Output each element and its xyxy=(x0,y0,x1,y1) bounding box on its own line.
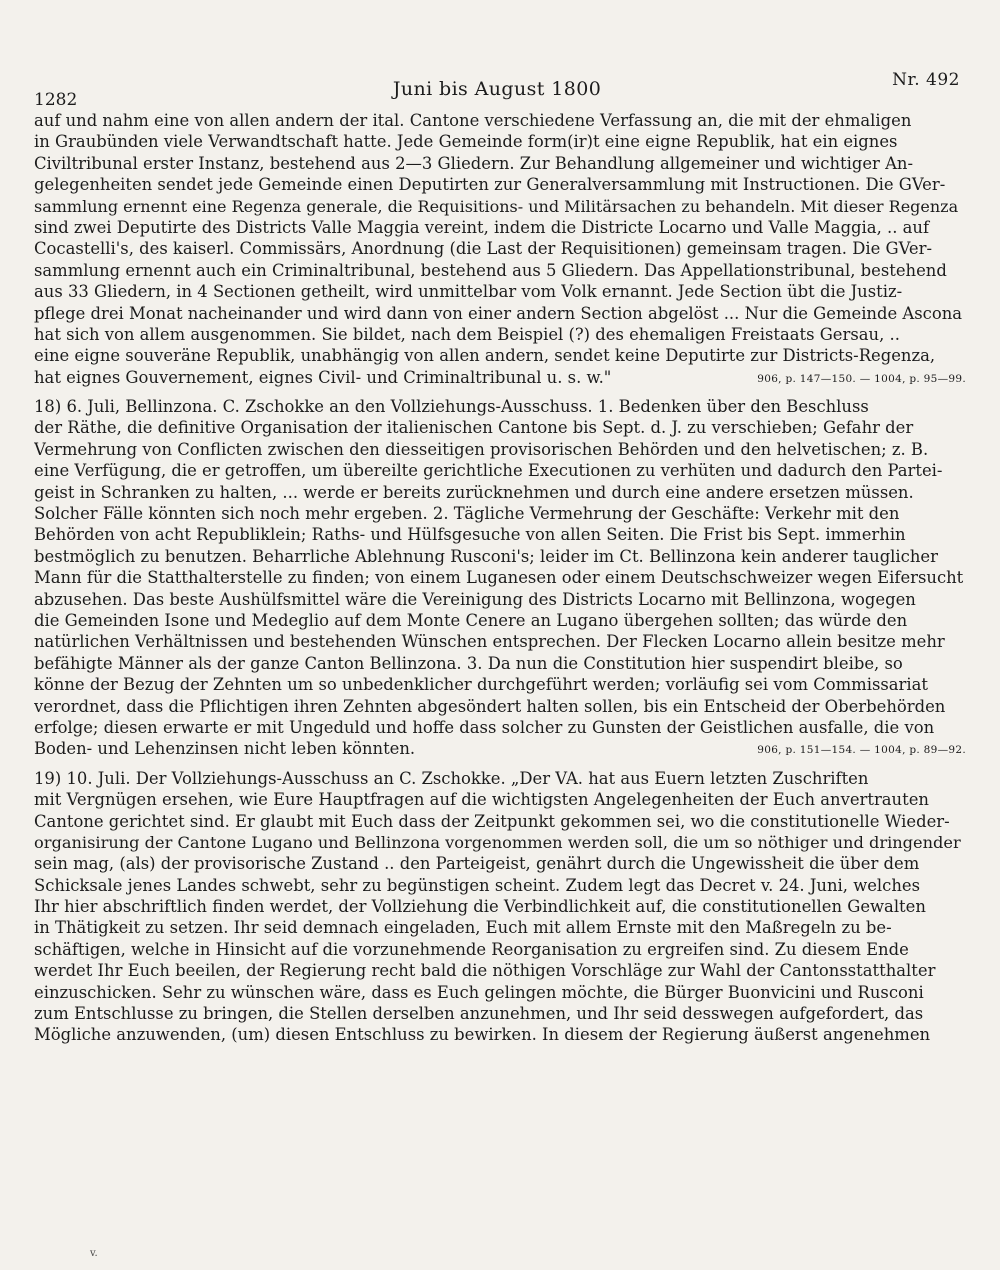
text-line: 18) 6. Juli, Bellinzona. C. Zschokke an den Vollziehungs-Ausschuss. 1. Bedenken über den Beschluss xyxy=(34,397,869,417)
text-line: Cocastelli's, des kaiserl. Commissärs, Anordnung (die Last der Requisitionen) gemeinsam tragen. Die GVer- xyxy=(34,239,933,259)
paragraph xyxy=(34,110,966,388)
paragraph-gap xyxy=(34,760,966,768)
text-line: 19) 10. Juli. Der Vollziehungs-Ausschuss an C. Zschokke. „Der VA. hat aus Euern letzten Zuschriften xyxy=(34,768,869,788)
text-line: erfolge; diesen erwarte er mit Ungeduld und hoffe dass solcher zu Gunsten der Geistlichen ausfalle, die von xyxy=(34,717,935,737)
text-line: gelegenheiten sendet jede Gemeinde einen Deputirten zur Generalversammlung mit Instructionen. Die GVer- xyxy=(34,175,946,195)
text-line: sammlung ernennt eine Regenza generale, die Requisitions- und Militärsachen zu behandeln. Mit dieser Regenza xyxy=(34,196,959,216)
running-title: Juni bis August 1800 xyxy=(392,78,602,100)
body-text xyxy=(34,110,966,1046)
text-line: befähigte Männer als der ganze Canton Bellinzona. 3. Da nun die Constitution hier suspendirt bleibe, so xyxy=(34,653,903,673)
text-line: werdet Ihr Euch beeilen, der Regierung recht bald die nöthigen Vorschläge zur Wahl der Cantonsstatthalter xyxy=(34,961,936,981)
text-line: Schicksale jenes Landes schwebt, sehr zu begünstigen scheint. Zudem legt das Decret v. 24. Juni, welches xyxy=(34,875,921,895)
text-line: sind zwei Deputirte des Districts Valle Maggia vereint, indem die Districte Locarno und Valle Maggia, .. auf xyxy=(34,217,930,237)
paragraph xyxy=(34,396,966,760)
text-line-content: Boden- und Lehenzinsen nicht leben könnten. xyxy=(34,739,416,759)
text-line: pflege drei Monat nacheinander und wird dann von einer andern Section abgelöst ... Nur die Gemeinde Ascona xyxy=(34,303,963,323)
text-line: die Gemeinden Isone und Medeglio auf dem Monte Cenere an Lugano übergehen sollten; das würde den xyxy=(34,610,908,630)
text-line: mit Vergnügen ersehen, wie Eure Hauptfragen auf die wichtigsten Angelegenheiten der Euch anvertrauten xyxy=(34,790,929,810)
text-line: Mögliche anzuwenden, (um) diesen Entschluss zu bewirken. In diesem der Regierung äußerst angenehmen xyxy=(34,1025,931,1045)
text-line: Mann für die Statthalterstelle zu finden; von einem Luganesen oder einem Deutschschweizer wegen Eifersucht xyxy=(34,568,964,588)
text-line: eine Verfügung, die er getroffen, um übereilte gerichtliche Executionen zu verhüten und dadurch den Partei- xyxy=(34,461,943,481)
text-line: Behörden von acht Republiklein; Raths- und Hülfsgesuche von allen Seiten. Die Frist bis Sept. immerhin xyxy=(34,525,906,545)
document-number: Nr. 492 xyxy=(892,70,960,90)
text-line: Cantone gerichtet sind. Er glaubt mit Euch dass der Zeitpunkt gekommen sei, wo die constitutionelle Wieder- xyxy=(34,811,950,831)
page-number: 1282 xyxy=(34,90,78,110)
text-line: in Thätigkeit zu setzen. Ihr seid demnach eingeladen, Euch mit allem Ernste mit den Maßregeln zu be- xyxy=(34,918,892,938)
source-reference: 906, p. 147—150. — 1004, p. 95—99. xyxy=(757,372,966,385)
paragraph xyxy=(34,768,966,1046)
page-header xyxy=(34,64,960,110)
source-reference: 906, p. 151—154. — 1004, p. 89—92. xyxy=(757,744,966,757)
text-line: verordnet, dass die Pflichtigen ihren Zehnten abgesöndert halten sollen, bis ein Entscheid der Oberbehörden xyxy=(34,696,946,716)
text-line: natürlichen Verhältnissen und bestehenden Wünschen entsprechen. Der Flecken Locarno allein besitze mehr xyxy=(34,632,945,652)
text-line: Vermehrung von Conflicten zwischen den diesseitigen provisorischen Behörden und den helvetischen; z. B. xyxy=(34,439,929,459)
text-line: Ihr hier abschriftlich finden werdet, der Vollziehung die Verbindlichkeit auf, die constitutionellen Gewalten xyxy=(34,897,926,917)
text-line xyxy=(34,738,966,759)
text-line: schäftigen, welche in Hinsicht auf die vorzunehmende Reorganisation zu ergreifen sind. Zu diesem Ende xyxy=(34,939,909,959)
text-line: hat sich von allem ausgenommen. Sie bildet, nach dem Beispiel (?) des ehemaligen Freistaats Gersau, .. xyxy=(34,324,900,344)
paragraph-gap xyxy=(34,388,966,396)
text-line: in Graubünden viele Verwandtschaft hatte. Jede Gemeinde form(ir)t eine eigne Republik, hat ein eignes xyxy=(34,132,898,152)
text-line xyxy=(34,367,966,388)
text-line-content: hat eignes Gouvernement, eignes Civil- und Criminaltribunal u. s. w." xyxy=(34,367,612,387)
text-line: könne der Bezug der Zehnten um so unbedenklicher durchgeführt werden; vorläufig sei vom Commissariat xyxy=(34,675,928,695)
text-line: geist in Schranken zu halten, ... werde er bereits zurücknehmen und durch eine andere ersetzen müssen. xyxy=(34,482,914,502)
text-line: sammlung ernennt auch ein Criminaltribunal, bestehend aus 5 Gliedern. Das Appellationstribunal, bestehend xyxy=(34,260,947,280)
text-line: eine eigne souveräne Republik, unabhängig von allen andern, sendet keine Deputirte zur Districts-Regenza, xyxy=(34,346,936,366)
text-line: zum Entschlusse zu bringen, die Stellen derselben anzunehmen, und Ihr seid desswegen aufgefordert, das xyxy=(34,1004,924,1024)
text-line: aus 33 Gliedern, in 4 Sectionen getheilt, wird unmittelbar vom Volk ernannt. Jede Section übt die Justiz- xyxy=(34,282,903,302)
text-line: abzusehen. Das beste Aushülfsmittel wäre die Vereinigung des Districts Locarno mit Bellinzona, wogegen xyxy=(34,589,916,609)
text-line: Civiltribunal erster Instanz, bestehend aus 2—3 Gliedern. Zur Behandlung allgemeiner und wichtiger An- xyxy=(34,153,914,173)
footer-mark: v. xyxy=(90,1248,98,1259)
text-line: der Räthe, die definitive Organisation der italienischen Cantone bis Sept. d. J. zu verschieben; Gefahr der xyxy=(34,418,914,438)
text-line: bestmöglich zu benutzen. Beharrliche Ablehnung Rusconi's; leider im Ct. Bellinzona kein anderer tauglicher xyxy=(34,546,938,566)
text-line: Solcher Fälle könnten sich noch mehr ergeben. 2. Tägliche Vermehrung der Geschäfte: Verkehr mit den xyxy=(34,504,900,524)
text-line: einzuschicken. Sehr zu wünschen wäre, dass es Euch gelingen möchte, die Bürger Buonvicini und Rusconi xyxy=(34,982,924,1002)
text-line: sein mag, (als) der provisorische Zustand .. den Parteigeist, genährt durch die Ungewissheit die über dem xyxy=(34,854,920,874)
text-line: organisirung der Cantone Lugano und Bellinzona vorgenommen werden soll, die um so nöthiger und dringender xyxy=(34,832,961,852)
text-line: auf und nahm eine von allen andern der ital. Cantone verschiedene Verfassung an, die mit der ehmaligen xyxy=(34,111,912,130)
